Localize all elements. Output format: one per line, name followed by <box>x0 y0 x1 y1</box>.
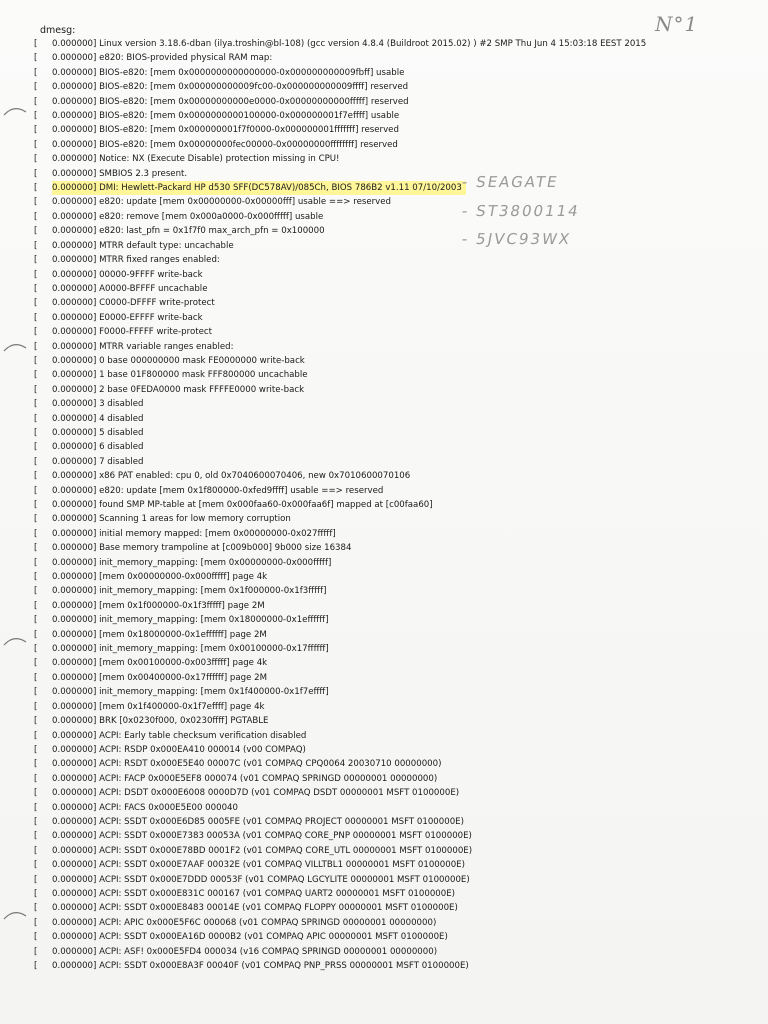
log-line-bracket: [ <box>34 327 38 338</box>
log-line <box>34 628 734 642</box>
log-line-text: 0.000000] ACPI: SSDT 0x000EA16D 0000B2 (v01 COMPAQ APIC 00000001 MSFT 0100000E) <box>52 932 448 943</box>
log-line-bracket: [ <box>34 168 38 179</box>
handwritten-page-number: N°1 <box>655 12 699 36</box>
log-line <box>34 311 734 325</box>
log-line-bracket: [ <box>34 615 38 626</box>
log-line-text: 0.000000] e820: update [mem 0x1f800000-0xfed9ffff] usable ==> reserved <box>52 485 384 496</box>
log-line-text: 0.000000] init_memory_mapping: [mem 0x1f000000-0x1f3fffff] <box>52 586 327 597</box>
log-line-text: 0.000000] e820: update [mem 0x00000000-0x00000fff] usable ==> reserved <box>52 197 391 208</box>
log-line-bracket: [ <box>34 485 38 496</box>
log-line-bracket: [ <box>34 744 38 755</box>
log-line-bracket: [ <box>34 312 38 323</box>
log-line <box>34 224 734 238</box>
log-line <box>34 412 734 426</box>
log-line <box>34 599 734 613</box>
log-line-bracket: [ <box>34 644 38 655</box>
log-line-text: 0.000000] 2 base 0FEDA0000 mask FFFFE0000 write-back <box>52 384 305 395</box>
log-line-bracket: [ <box>34 82 38 93</box>
log-line-text: 0.000000] ACPI: APIC 0x000E5F6C 000068 (v01 COMPAQ SPRINGD 00000001 00000000) <box>52 917 437 928</box>
log-line <box>34 195 734 209</box>
log-line-bracket: [ <box>34 384 38 395</box>
log-line-bracket: [ <box>34 788 38 799</box>
margin-scribble-icon <box>2 634 28 648</box>
margin-scribble-icon <box>2 340 28 354</box>
log-line-text: 0.000000] 00000-9FFFF write-back <box>52 269 203 280</box>
log-line <box>34 426 734 440</box>
log-line <box>34 901 734 915</box>
log-line-bracket: [ <box>34 687 38 698</box>
log-line <box>34 945 734 959</box>
log-line-text: 0.000000] BIOS-e820: [mem 0x0000000000100000-0x000000001f7effff] usable <box>52 111 400 122</box>
log-line-text: 0.000000] MTRR fixed ranges enabled: <box>52 255 220 266</box>
log-line-text: 0.000000] A0000-BFFFF uncachable <box>52 283 208 294</box>
log-line <box>34 772 734 786</box>
log-line-bracket: [ <box>34 255 38 266</box>
log-line-bracket: [ <box>34 226 38 237</box>
log-line-bracket: [ <box>34 269 38 280</box>
log-line-text: 0.000000] ACPI: ASF! 0x000E5FD4 000034 (v16 COMPAQ SPRINGD 00000001 00000000) <box>52 946 438 957</box>
log-line-bracket: [ <box>34 139 38 150</box>
handwritten-note: - SEAGATE <box>460 173 561 191</box>
log-line-bracket: [ <box>34 888 38 899</box>
log-line-text: 0.000000] [mem 0x00400000-0x17ffffff] page 2M <box>52 672 268 683</box>
log-line-bracket: [ <box>34 816 38 827</box>
log-line-bracket: [ <box>34 572 38 583</box>
log-line <box>34 253 734 267</box>
log-line <box>34 123 734 137</box>
log-line-text: 0.000000] 4 disabled <box>52 413 144 424</box>
log-line-bracket: [ <box>34 96 38 107</box>
log-line <box>34 556 734 570</box>
log-line-bracket: [ <box>34 658 38 669</box>
log-line-text: 0.000000] ACPI: FACS 0x000E5E00 000040 <box>52 802 238 813</box>
log-line <box>34 268 734 282</box>
log-line <box>34 527 734 541</box>
log-line-text: 0.000000] ACPI: SSDT 0x000E7AAF 00032E (v01 COMPAQ VILLTBL1 00000001 MSFT 0100000E) <box>52 860 465 871</box>
log-line-bracket: [ <box>34 442 38 453</box>
log-line <box>34 354 734 368</box>
log-line-text: 0.000000] initial memory mapped: [mem 0x00000000-0x027fffff] <box>52 528 336 539</box>
log-line-text: 0.000000] BIOS-e820: [mem 0x00000000fec00000-0x00000000ffffffff] reserved <box>52 139 398 150</box>
log-line-bracket: [ <box>34 39 38 49</box>
log-line <box>34 829 734 843</box>
log-line <box>34 95 734 109</box>
log-line-bracket: [ <box>34 427 38 438</box>
log-line <box>34 541 734 555</box>
log-line <box>34 642 734 656</box>
log-line-bracket: [ <box>34 413 38 424</box>
log-line-bracket: [ <box>34 716 38 727</box>
log-line-text: 0.000000] ACPI: RSDP 0x000EA410 000014 (v00 COMPAQ) <box>52 744 306 755</box>
log-line-bracket: [ <box>34 341 38 352</box>
log-line-bracket: [ <box>34 917 38 928</box>
log-line-bracket: [ <box>34 860 38 871</box>
log-line-bracket: [ <box>34 701 38 712</box>
log-line <box>34 743 734 757</box>
log-line <box>34 484 734 498</box>
handwritten-note: - ST3800114 <box>460 202 582 220</box>
log-line <box>34 469 734 483</box>
log-line <box>34 138 734 152</box>
log-line <box>34 656 734 670</box>
log-line-bracket: [ <box>34 355 38 366</box>
log-line-bracket: [ <box>34 183 38 194</box>
log-line-text: 0.000000] ACPI: SSDT 0x000E8A3F 00040F (v01 COMPAQ PNP_PRSS 00000001 MSFT 0100000E) <box>52 961 469 971</box>
log-line-bracket: [ <box>34 67 38 78</box>
log-line-text: 0.000000] ACPI: SSDT 0x000E831C 000167 (v01 COMPAQ UART2 00000001 MSFT 0100000E) <box>52 888 456 899</box>
log-line <box>34 671 734 685</box>
log-line-bracket: [ <box>34 557 38 568</box>
log-line-bracket: [ <box>34 730 38 741</box>
log-line <box>34 757 734 771</box>
log-line-text: 0.000000] Base memory trampoline at [c009b000] 9b000 size 16384 <box>52 543 352 554</box>
log-line-text: 0.000000] ACPI: SSDT 0x000E7DDD 00053F (v01 COMPAQ LGCYLITE 00000001 MSFT 0100000E) <box>52 874 470 885</box>
log-line-bracket: [ <box>34 831 38 842</box>
log-line-bracket: [ <box>34 500 38 510</box>
log-line-bracket: [ <box>34 961 38 971</box>
log-line-bracket: [ <box>34 471 38 482</box>
highlighted-log-text: 0.000000] DMI: Hewlett-Packard HP d530 SFF(DC578AV)/085Ch, BIOS 786B2 v1.11 07/10/2003 <box>52 181 466 195</box>
log-line-text: 0.000000] BRK [0x0230f000, 0x0230ffff] PGTABLE <box>52 716 269 727</box>
log-line <box>34 584 734 598</box>
log-line <box>34 181 734 195</box>
log-line <box>34 109 734 123</box>
log-line-text: 0.000000] ACPI: Early table checksum verification disabled <box>52 730 307 741</box>
log-line-text: 0.000000] Notice: NX (Execute Disable) protection missing in CPU! <box>52 154 340 165</box>
log-line <box>34 368 734 382</box>
log-line-text: 0.000000] e820: remove [mem 0x000a0000-0x000fffff] usable <box>52 211 324 222</box>
log-line-bracket: [ <box>34 672 38 683</box>
log-line-text: 0.000000] ACPI: SSDT 0x000E78BD 0001F2 (v01 COMPAQ CORE_UTL 00000001 MSFT 0100000E) <box>52 845 473 856</box>
log-line-bracket: [ <box>34 514 38 525</box>
log-line <box>34 210 734 224</box>
log-line <box>34 873 734 887</box>
log-line-bracket: [ <box>34 802 38 813</box>
log-line-bracket: [ <box>34 629 38 640</box>
log-line-text: 0.000000] BIOS-e820: [mem 0x00000000000e0000-0x00000000000fffff] reserved <box>52 96 409 107</box>
log-line-text: 0.000000] MTRR variable ranges enabled: <box>52 341 234 352</box>
log-line-bracket: [ <box>34 240 38 251</box>
log-line <box>34 167 734 181</box>
log-line-bracket: [ <box>34 154 38 165</box>
log-line <box>34 613 734 627</box>
log-line-text: 0.000000] 0 base 000000000 mask FE0000000 write-back <box>52 355 305 366</box>
log-line-text: 0.000000] init_memory_mapping: [mem 0x00000000-0x000fffff] <box>52 557 332 568</box>
log-line-text: 0.000000] 7 disabled <box>52 456 144 467</box>
log-line <box>34 455 734 469</box>
log-line-text: 0.000000] [mem 0x18000000-0x1effffff] page 2M <box>52 629 267 640</box>
log-line <box>34 729 734 743</box>
log-line-bracket: [ <box>34 528 38 539</box>
log-line-text: 0.000000] [mem 0x1f000000-0x1f3fffff] page 2M <box>52 600 265 611</box>
log-line-bracket: [ <box>34 399 38 410</box>
log-line <box>34 152 734 166</box>
log-line <box>34 498 734 512</box>
log-line-bracket: [ <box>34 874 38 885</box>
log-line <box>34 340 734 354</box>
log-line-text: 0.000000] 1 base 01F800000 mask FFF800000 uncachable <box>52 370 308 381</box>
log-line <box>34 858 734 872</box>
log-line <box>34 959 734 973</box>
log-line <box>34 239 734 253</box>
log-line <box>34 801 734 815</box>
log-line <box>34 916 734 930</box>
document-header-label: dmesg: <box>40 25 76 36</box>
log-line-bracket: [ <box>34 370 38 381</box>
log-line <box>34 815 734 829</box>
log-line <box>34 714 734 728</box>
log-line-text: 0.000000] 3 disabled <box>52 399 144 410</box>
log-line-text: 0.000000] SMBIOS 2.3 present. <box>52 168 188 179</box>
log-line <box>34 66 734 80</box>
log-line-bracket: [ <box>34 773 38 784</box>
log-line-bracket: [ <box>34 125 38 136</box>
log-line-text: 0.000000] init_memory_mapping: [mem 0x1f400000-0x1f7effff] <box>52 687 329 698</box>
log-line <box>34 700 734 714</box>
log-line-bracket: [ <box>34 111 38 122</box>
log-line-text: 0.000000] Scanning 1 areas for low memory corruption <box>52 514 291 525</box>
log-line-text: 0.000000] [mem 0x00100000-0x003fffff] page 4k <box>52 658 268 669</box>
log-line <box>34 570 734 584</box>
log-line-text: 0.000000] BIOS-e820: [mem 0x0000000000000000-0x000000000009fbff] usable <box>52 67 405 78</box>
log-line-text: 0.000000] [mem 0x1f400000-0x1f7effff] page 4k <box>52 701 265 712</box>
margin-scribble-icon <box>2 104 28 118</box>
log-line-text: 0.000000] e820: last_pfn = 0x1f7f0 max_arch_pfn = 0x100000 <box>52 226 325 237</box>
log-line-text: 0.000000] E0000-EFFFF write-back <box>52 312 203 323</box>
log-line-bracket: [ <box>34 946 38 957</box>
log-line <box>34 383 734 397</box>
log-line-text: 0.000000] Linux version 3.18.6-dban (ilya.troshin@bl-108) (gcc version 4.8.4 (Buildroot 2015.02) ) #2 SMP Thu Jun 4 15:03:18 EEST 2015 <box>52 39 647 49</box>
log-line-text: 0.000000] ACPI: SSDT 0x000E7383 00053A (v01 COMPAQ CORE_PNP 00000001 MSFT 0100000E) <box>52 831 472 842</box>
log-line <box>34 397 734 411</box>
log-line-text: 0.000000] 5 disabled <box>52 427 144 438</box>
log-line-bracket: [ <box>34 211 38 222</box>
log-line-text: 0.000000] init_memory_mapping: [mem 0x18000000-0x1effffff] <box>52 615 329 626</box>
log-line <box>34 325 734 339</box>
margin-scribble-icon <box>2 908 28 922</box>
log-line-text: 0.000000] F0000-FFFFF write-protect <box>52 327 212 338</box>
kernel-log <box>34 37 734 973</box>
log-line <box>34 930 734 944</box>
log-line-bracket: [ <box>34 845 38 856</box>
log-line-bracket: [ <box>34 456 38 467</box>
log-line <box>34 440 734 454</box>
log-line <box>34 685 734 699</box>
log-line-text: 0.000000] x86 PAT enabled: cpu 0, old 0x7040600070406, new 0x7010600070106 <box>52 471 411 482</box>
handwritten-note: - 5JVC93WX <box>460 230 573 248</box>
log-line-text: 0.000000] ACPI: RSDT 0x000E5E40 00007C (v01 COMPAQ CPQ0064 20030710 00000000) <box>52 759 442 770</box>
log-line-bracket: [ <box>34 586 38 597</box>
log-line-text: 0.000000] 6 disabled <box>52 442 144 453</box>
log-line <box>34 887 734 901</box>
log-line-text: 0.000000] ACPI: DSDT 0x000E6008 0000D7D (v01 COMPAQ DSDT 00000001 MSFT 0100000E) <box>52 788 460 799</box>
log-line-text: 0.000000] init_memory_mapping: [mem 0x00100000-0x17ffffff] <box>52 644 329 655</box>
log-line-bracket: [ <box>34 903 38 914</box>
log-line-text: 0.000000] BIOS-e820: [mem 0x000000001f7f0000-0x000000001fffffff] reserved <box>52 125 399 136</box>
log-line <box>34 844 734 858</box>
log-line-bracket: [ <box>34 932 38 943</box>
log-line-text: 0.000000] e820: BIOS-provided physical RAM map: <box>52 53 273 64</box>
log-line <box>34 51 734 65</box>
log-line-text: 0.000000] [mem 0x00000000-0x000fffff] page 4k <box>52 572 268 583</box>
log-line-text: 0.000000] C0000-DFFFF write-protect <box>52 298 215 309</box>
log-line-bracket: [ <box>34 543 38 554</box>
log-line-text: 0.000000] MTRR default type: uncachable <box>52 240 234 251</box>
log-line <box>34 37 734 51</box>
log-line-text: 0.000000] ACPI: FACP 0x000E5EF8 000074 (v01 COMPAQ SPRINGD 00000001 00000000) <box>52 773 438 784</box>
log-line-bracket: [ <box>34 600 38 611</box>
log-line-bracket: [ <box>34 197 38 208</box>
log-line <box>34 80 734 94</box>
log-line-text: 0.000000] ACPI: SSDT 0x000E8483 00014E (v01 COMPAQ FLOPPY 00000001 MSFT 0100000E) <box>52 903 458 914</box>
log-line <box>34 786 734 800</box>
log-line-text: 0.000000] ACPI: SSDT 0x000E6D85 0005FE (v01 COMPAQ PROJECT 00000001 MSFT 0100000E) <box>52 816 464 827</box>
log-line <box>34 512 734 526</box>
log-line-text: 0.000000] BIOS-e820: [mem 0x000000000009fc00-0x000000000009ffff] reserved <box>52 82 409 93</box>
log-line <box>34 296 734 310</box>
log-line-bracket: [ <box>34 759 38 770</box>
log-line <box>34 282 734 296</box>
log-line-bracket: [ <box>34 53 38 64</box>
log-line-bracket: [ <box>34 298 38 309</box>
log-line-bracket: [ <box>34 283 38 294</box>
log-line-text: 0.000000] found SMP MP-table at [mem 0x000faa60-0x000faa6f] mapped at [c00faa60] <box>52 500 433 510</box>
